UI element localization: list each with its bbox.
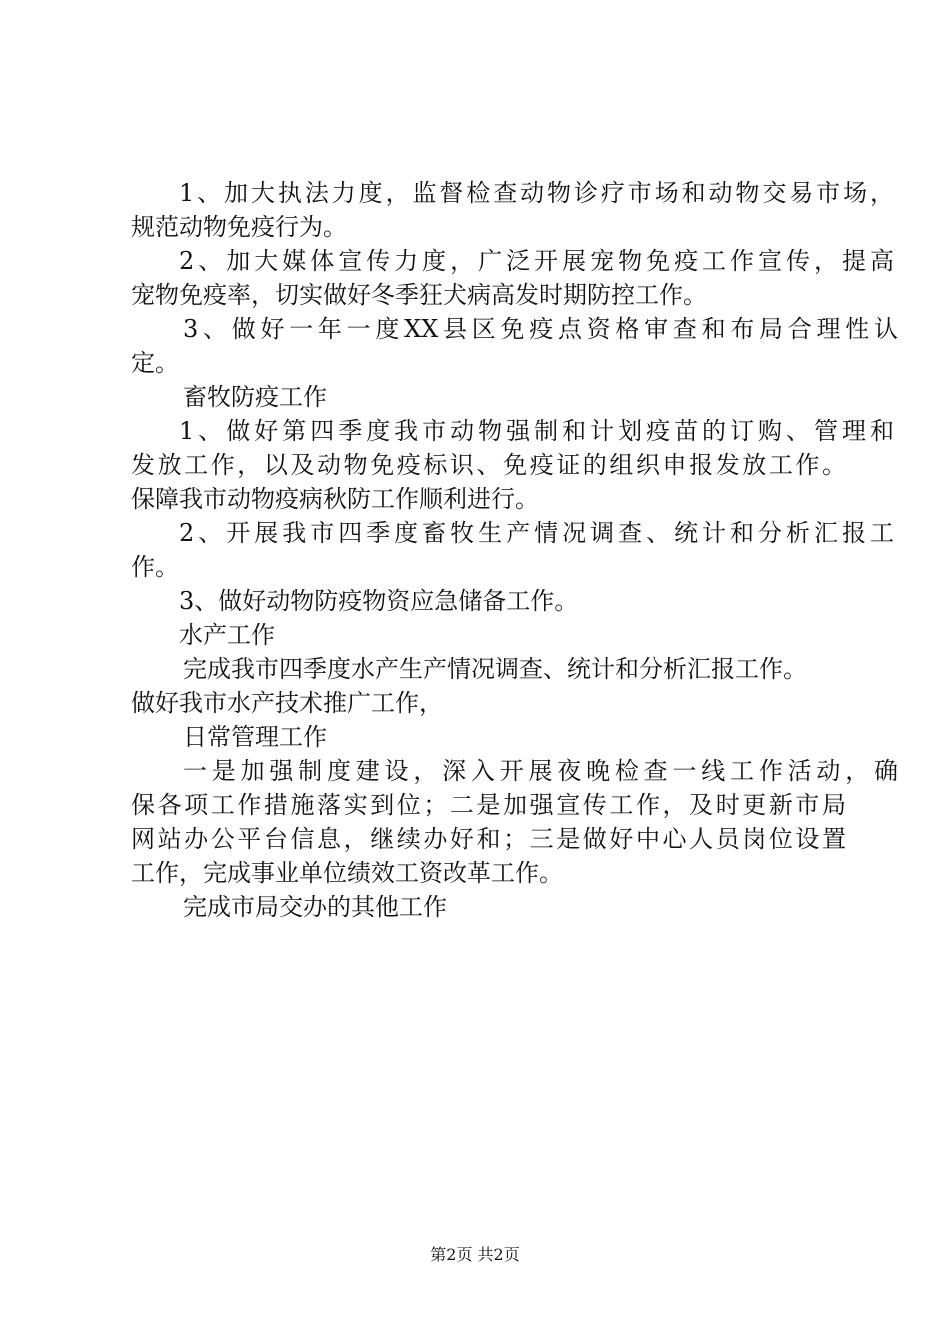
paragraph-line: 3、做好一年一度XX县区免疫点资格审查和布局合理性认 (183, 315, 898, 343)
paragraph-line: 2、开展我市四季度畜牧生产情况调查、统计和分析汇报工 (179, 519, 894, 547)
page-number-footer: 第2页 共2页 (430, 1245, 520, 1264)
paragraph-line: 网站办公平台信息，继续办好和；三是做好中心人员岗位设置 (131, 825, 846, 853)
paragraph-line: 完成我市四季度水产生产情况调查、统计和分析汇报工作。 (183, 655, 807, 683)
paragraph-line: 宠物免疫率，切实做好冬季狂犬病高发时期防控工作。 (131, 281, 707, 309)
paragraph-line: 1、加大执法力度，监督检查动物诊疗市场和动物交易市场， (179, 179, 894, 207)
paragraph-line: 2、加大媒体宣传力度，广泛开展宠物免疫工作宣传，提高 (179, 247, 894, 275)
paragraph-line: 一是加强制度建设，深入开展夜晚检查一线工作活动，确 (183, 757, 898, 785)
section-heading: 畜牧防疫工作 (183, 383, 327, 411)
paragraph-line: 保障我市动物疫病秋防工作顺利进行。 (131, 485, 539, 513)
paragraph-line: 工作，完成事业单位绩效工资改革工作。 (131, 859, 563, 887)
document-body (131, 176, 898, 924)
paragraph-line: 发放工作，以及动物免疫标识、免疫证的组织申报发放工作。 (131, 451, 846, 479)
section-heading: 日常管理工作 (183, 723, 327, 751)
section-heading: 水产工作 (179, 621, 275, 649)
paragraph-line: 3、做好动物防疫物资应急储备工作。 (179, 587, 579, 615)
paragraph-line: 作。 (131, 553, 179, 581)
paragraph-line: 保各项工作措施落实到位；二是加强宣传工作，及时更新市局 (131, 791, 846, 819)
paragraph-line: 规范动物免疫行为。 (131, 213, 347, 241)
paragraph-line: 1、做好第四季度我市动物强制和计划疫苗的订购、管理和 (179, 417, 894, 445)
paragraph-line: 做好我市水产技术推广工作， (131, 689, 443, 717)
paragraph-line: 定。 (131, 349, 179, 377)
paragraph-line: 完成市局交办的其他工作 (183, 893, 447, 921)
